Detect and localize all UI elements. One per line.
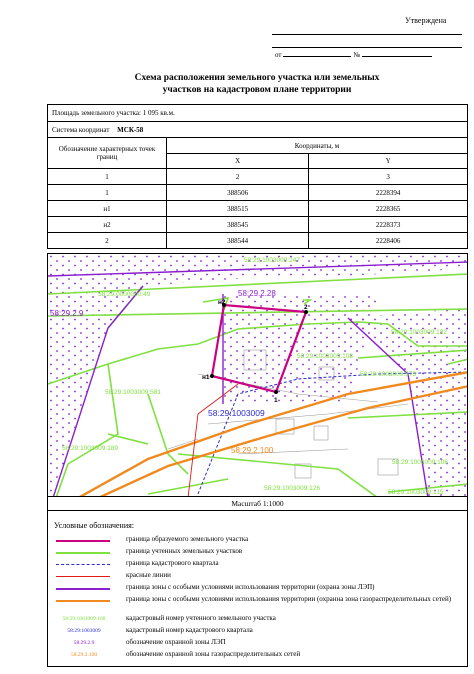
legend-item	[54, 583, 464, 595]
point-label: н2	[218, 299, 226, 306]
title-line-2: участков на кадастровом плане территории	[162, 85, 352, 95]
legend-item	[54, 626, 464, 638]
y-cell: 2228365	[309, 201, 468, 217]
coord-system-row	[48, 122, 468, 138]
parcel-label: 58:29:0000000:49	[98, 291, 151, 298]
legend-item	[54, 650, 464, 662]
label-sample: 58.29.2.9	[73, 640, 95, 646]
coordinates-table	[47, 104, 468, 249]
x-header: X	[167, 154, 309, 169]
table-row	[48, 185, 468, 201]
legend-label: красные линии	[126, 571, 171, 579]
point-cell: н2	[48, 217, 167, 233]
legend-label: граница кадастрового квартала	[126, 559, 219, 567]
x-cell: 388545	[167, 217, 309, 233]
col-number: 3	[309, 169, 468, 185]
col-number: 1	[48, 169, 167, 185]
table-row	[48, 217, 468, 233]
number-sign: №	[353, 51, 361, 59]
map-drawing	[48, 254, 468, 497]
x-cell: 388515	[167, 201, 309, 217]
line-sample	[56, 600, 110, 602]
point-cell: н1	[48, 201, 167, 217]
point-label: н1	[202, 374, 210, 381]
y-cell: 2228406	[309, 233, 468, 249]
legend-item	[54, 638, 464, 650]
coords-header: Координаты, м	[167, 138, 468, 154]
approval-caption: Утверждена	[405, 16, 447, 25]
parcel-label: 58:29:1003009:108	[297, 353, 354, 360]
map-scale: Масштаб 1:1000	[47, 497, 468, 511]
parcel-label: 58:29:1003009:573	[360, 371, 417, 378]
coord-system-value: МСК-58	[117, 125, 144, 134]
legend-item	[54, 595, 464, 613]
number-blank	[362, 56, 432, 57]
label-sample: 58.29.2.100	[70, 652, 98, 658]
signature-line	[272, 34, 462, 35]
date-from-label: от	[275, 51, 282, 59]
lep-zone-label: 58:29.2.28	[238, 289, 276, 298]
line-sample	[56, 552, 110, 554]
legend-label: граница зоны с особыми условиями использования территории (охранна зона газораспределительных сетей)	[126, 595, 452, 603]
parcel-label: 58:29:1003009:581	[105, 389, 162, 396]
date-number-line	[275, 51, 465, 59]
lep-zone-label: 58:29.2.9	[50, 309, 84, 318]
y-cell: 2228373	[309, 217, 468, 233]
table-row	[48, 201, 468, 217]
parcel-label: 58:29:1003009:126	[264, 485, 321, 492]
legend-label: обозначение охранной зоны газораспределительных сетей	[126, 650, 301, 658]
cadastral-map	[47, 253, 468, 497]
gas-zone-label: 58:29.2.100	[231, 446, 274, 455]
label-sample: 58:29:1003009:108	[62, 616, 106, 622]
line-sample	[56, 588, 110, 590]
legend-item	[54, 571, 464, 583]
legend-label: кадастровый номер кадастрового квартала	[126, 626, 253, 634]
quarter-label: 58:29:1003009	[208, 408, 265, 418]
line-sample	[56, 540, 110, 542]
table-row	[48, 233, 468, 249]
legend-label: граница зоны с особыми условиями использования территории (охрана зоны ЛЭП)	[126, 583, 375, 591]
legend	[47, 511, 468, 667]
area-row: Площадь земельного участка: 1 095 кв.м.	[48, 105, 468, 122]
legend-label: обозначение охранной зоны ЛЭП	[126, 638, 226, 646]
parcel-label: 58:29:1003009:182	[391, 329, 448, 336]
col-number: 2	[167, 169, 309, 185]
legend-item	[54, 547, 464, 559]
parcel-label: 58:29:1003009:115	[388, 489, 444, 496]
x-cell: 388506	[167, 185, 309, 201]
signature-line	[272, 47, 462, 48]
line-sample	[56, 564, 110, 565]
legend-label: граница образуемого земельного участка	[126, 535, 249, 543]
label-sample: 58:29:1003009	[67, 628, 101, 634]
parcel-label: 58:29:1003009:106	[392, 459, 449, 466]
line-sample	[56, 576, 110, 577]
x-cell: 388544	[167, 233, 309, 249]
parcel-label: 58:29:1003009:189	[62, 445, 119, 452]
legend-label: граница учтенных земельных участков	[126, 547, 243, 555]
y-cell: 2228394	[309, 185, 468, 201]
point-cell: 2	[48, 233, 167, 249]
parcel-label: 58:29:1003009:247	[244, 257, 301, 264]
date-blank	[283, 56, 351, 57]
legend-label: кадастровый номер учтенного земельного участка	[126, 614, 276, 622]
coord-system-label: Система координат	[52, 125, 110, 134]
y-header: Y	[309, 154, 468, 169]
legend-title: Условные обозначения:	[54, 521, 135, 530]
legend-item	[54, 614, 464, 626]
point-cell: 1	[48, 185, 167, 201]
legend-item	[54, 535, 464, 547]
point-label: 2	[304, 304, 308, 311]
point-label: 1	[274, 397, 278, 404]
document-title	[60, 72, 454, 96]
title-line-1: Схема расположения земельного участка или земельных	[134, 73, 380, 83]
points-header: Обозначение характерных точек границ	[48, 138, 167, 169]
legend-item	[54, 559, 464, 571]
